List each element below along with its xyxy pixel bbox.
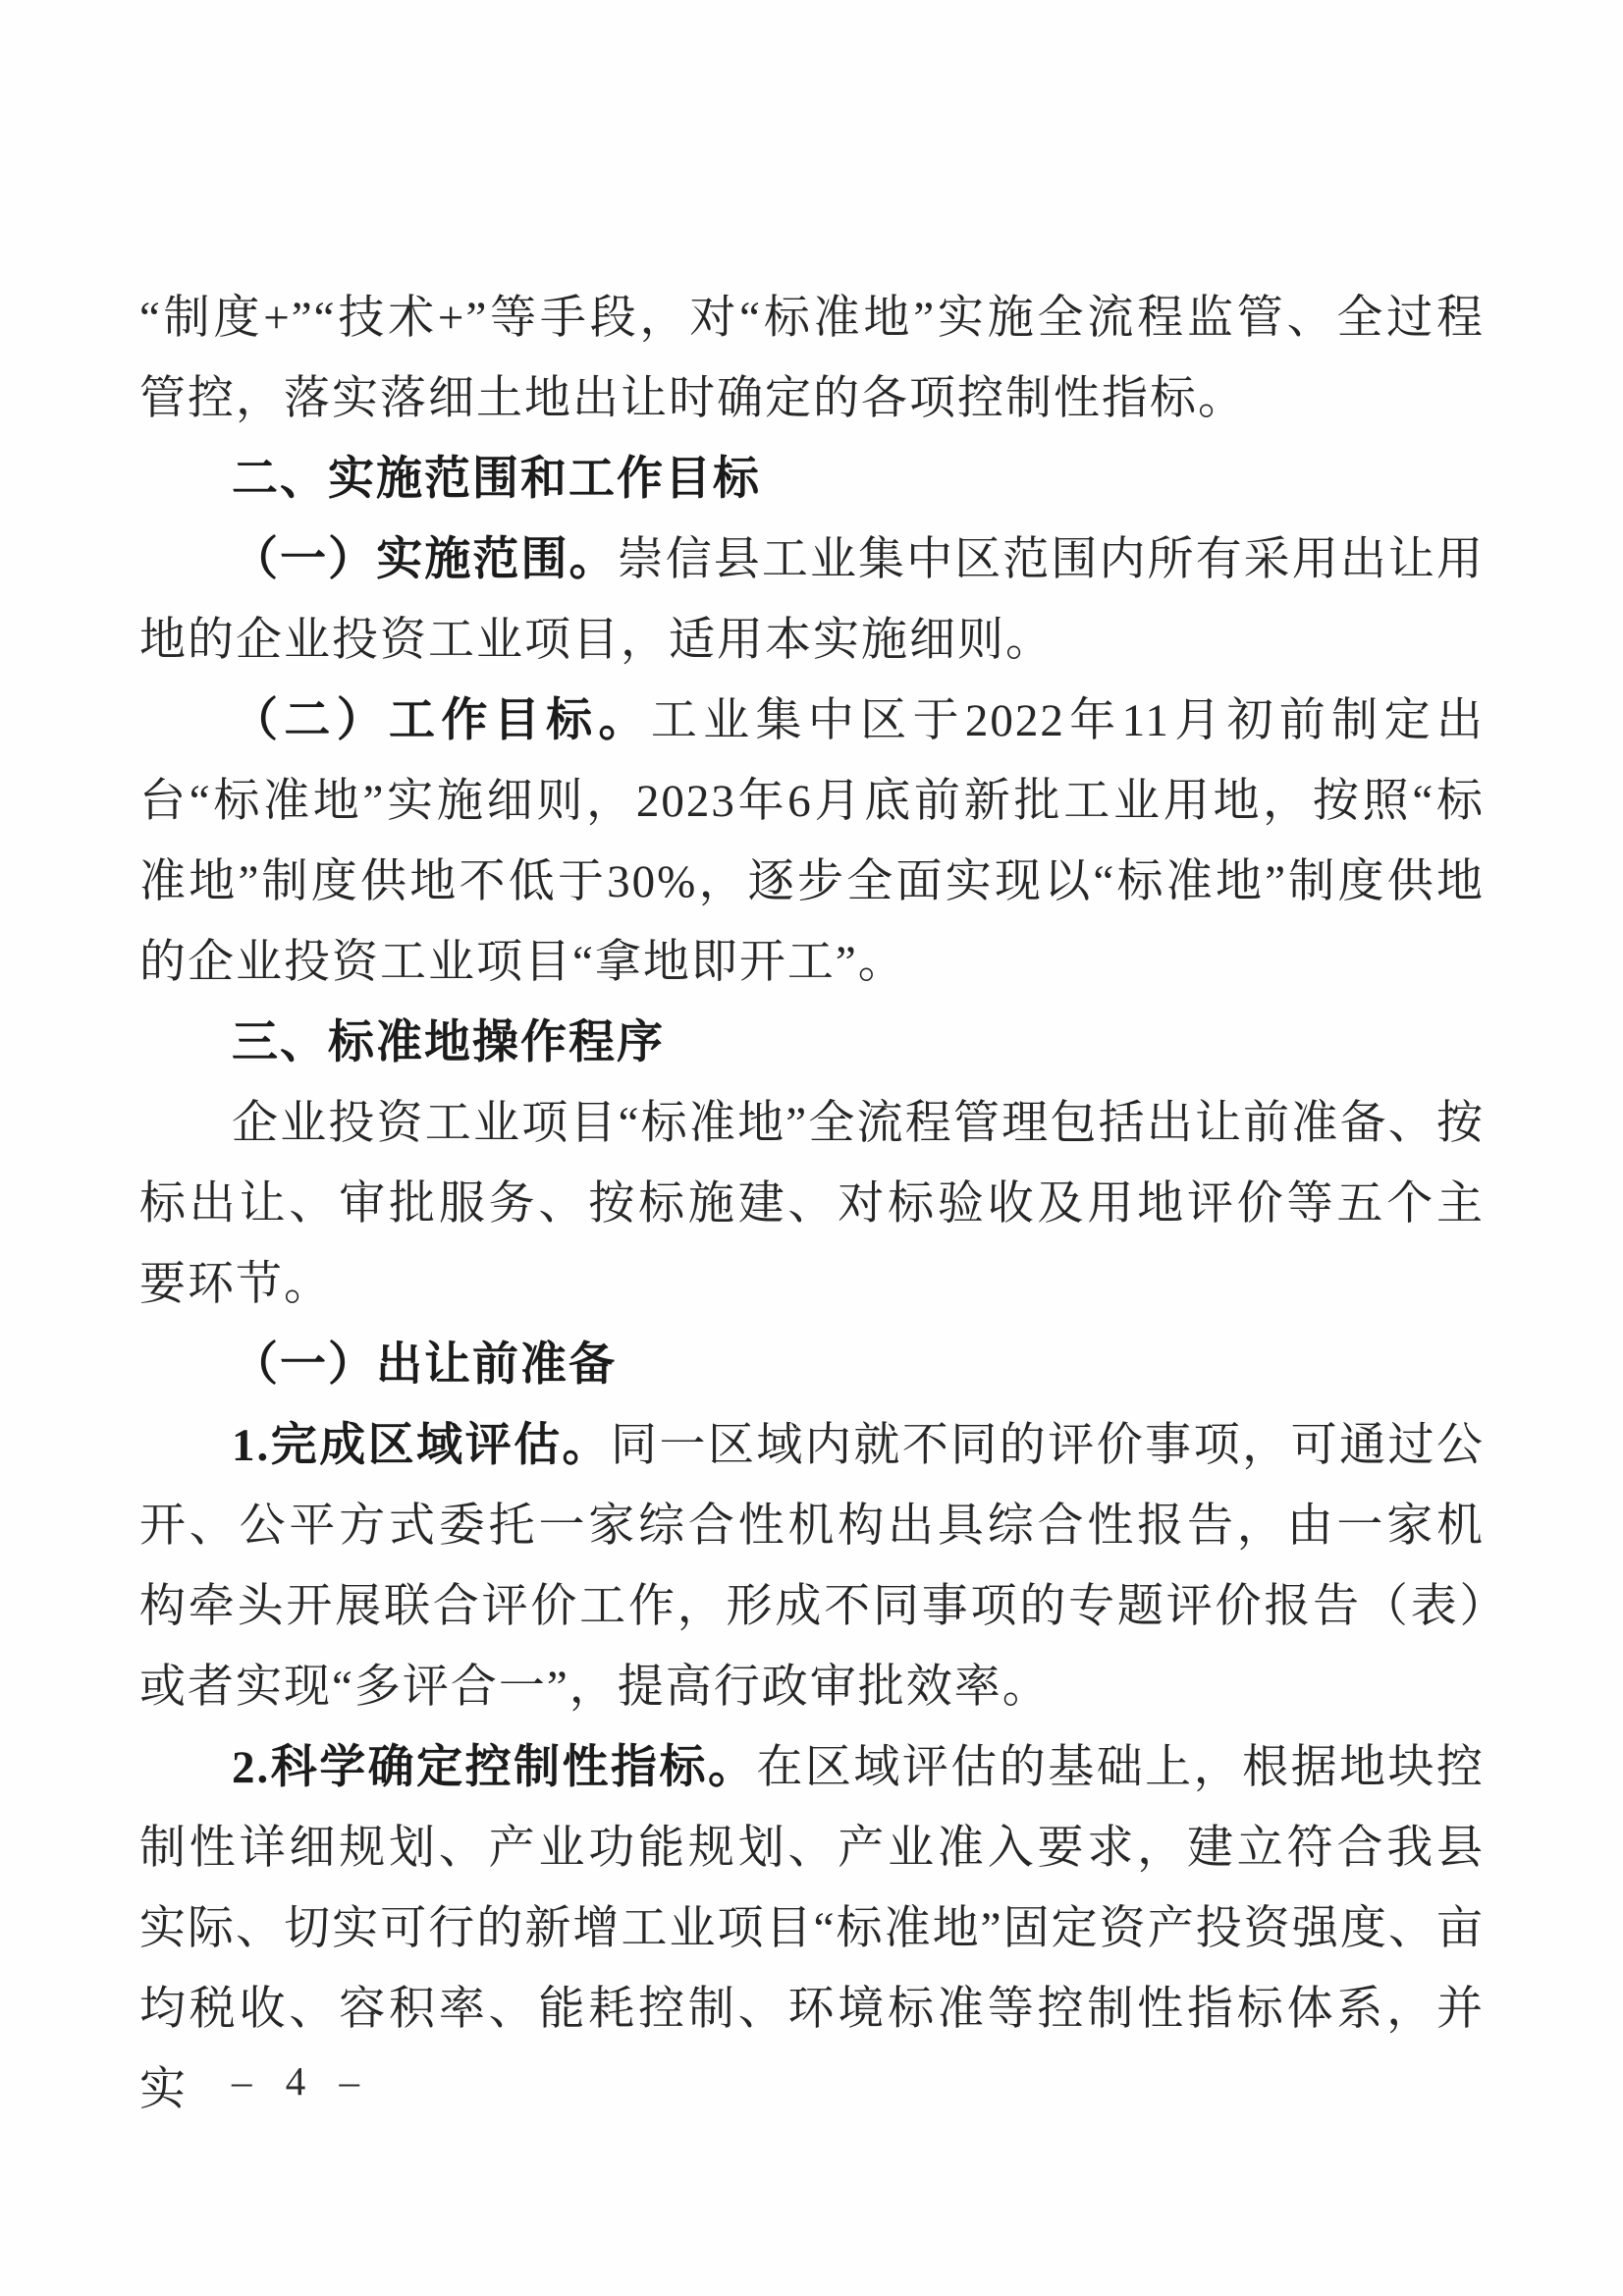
- paragraph-text: “制度+”“技术+”等手段，对“标准地”实施全流程监管、全过程管控，落实落细土地出让时确定的各项控制性指标。: [139, 293, 1485, 424]
- paragraph-work-goals: [139, 681, 1485, 1003]
- paragraph-implementation-scope: [139, 519, 1485, 681]
- heading-section-2: [139, 439, 1485, 519]
- paragraph-text: 工业集中区于2022年11月初前制定出台“标准地”实施细则，2023年6月底前新批工业用地，按照“标准地”制度供地不低于30%，逐步全面实现以“标准地”制度供地的企业投资工业项目“拿地即开工”。: [139, 695, 1485, 988]
- paragraph-text: 在区域评估的基础上，根据地块控制性详细规划、产业功能规划、产业准入要求，建立符合我县实际、切实可行的新增工业项目“标准地”固定资产投资强度、亩均税收、容积率、能耗控制、环境标准等控制性指标体系，并实: [139, 1742, 1486, 2115]
- paragraph-text: 企业投资工业项目“标准地”全流程管理包括出让前准备、按标出让、审批服务、按标施建、对标验收及用地评价等五个主要环节。: [139, 1098, 1485, 1310]
- paragraph-regional-evaluation: [139, 1405, 1485, 1727]
- paragraph-lead: （一）实施范围。: [232, 534, 618, 585]
- heading-text: 三、标准地操作程序: [232, 1017, 665, 1068]
- paragraph-lead: 2.科学确定控制性指标。: [232, 1742, 757, 1793]
- page-number: – 4 –: [232, 2058, 371, 2104]
- paragraph-text: 崇信县工业集中区范围内所有采用出让用地的企业投资工业项目，适用本实施细则。: [139, 534, 1485, 666]
- heading-section-3: [139, 1003, 1485, 1083]
- heading-text: 二、实施范围和工作目标: [232, 454, 761, 505]
- heading-subsection-1: [139, 1325, 1485, 1405]
- paragraph-text: 同一区域内就不同的评价事项，可通过公开、公平方式委托一家综合性机构出具综合性报告，由一家机构牵头开展联合评价工作，形成不同事项的专题评价报告（表）或者实现“多评合一”，提高行政审批效率。: [139, 1420, 1486, 1713]
- paragraph-lead: （二）工作目标。: [232, 695, 651, 746]
- paragraph-process-overview: [139, 1083, 1485, 1325]
- paragraph-intro-continuation: [139, 278, 1485, 439]
- document-content: [139, 278, 1485, 2130]
- heading-text: （一）出让前准备: [232, 1339, 617, 1391]
- paragraph-lead: 1.完成区域评估。: [232, 1420, 612, 1471]
